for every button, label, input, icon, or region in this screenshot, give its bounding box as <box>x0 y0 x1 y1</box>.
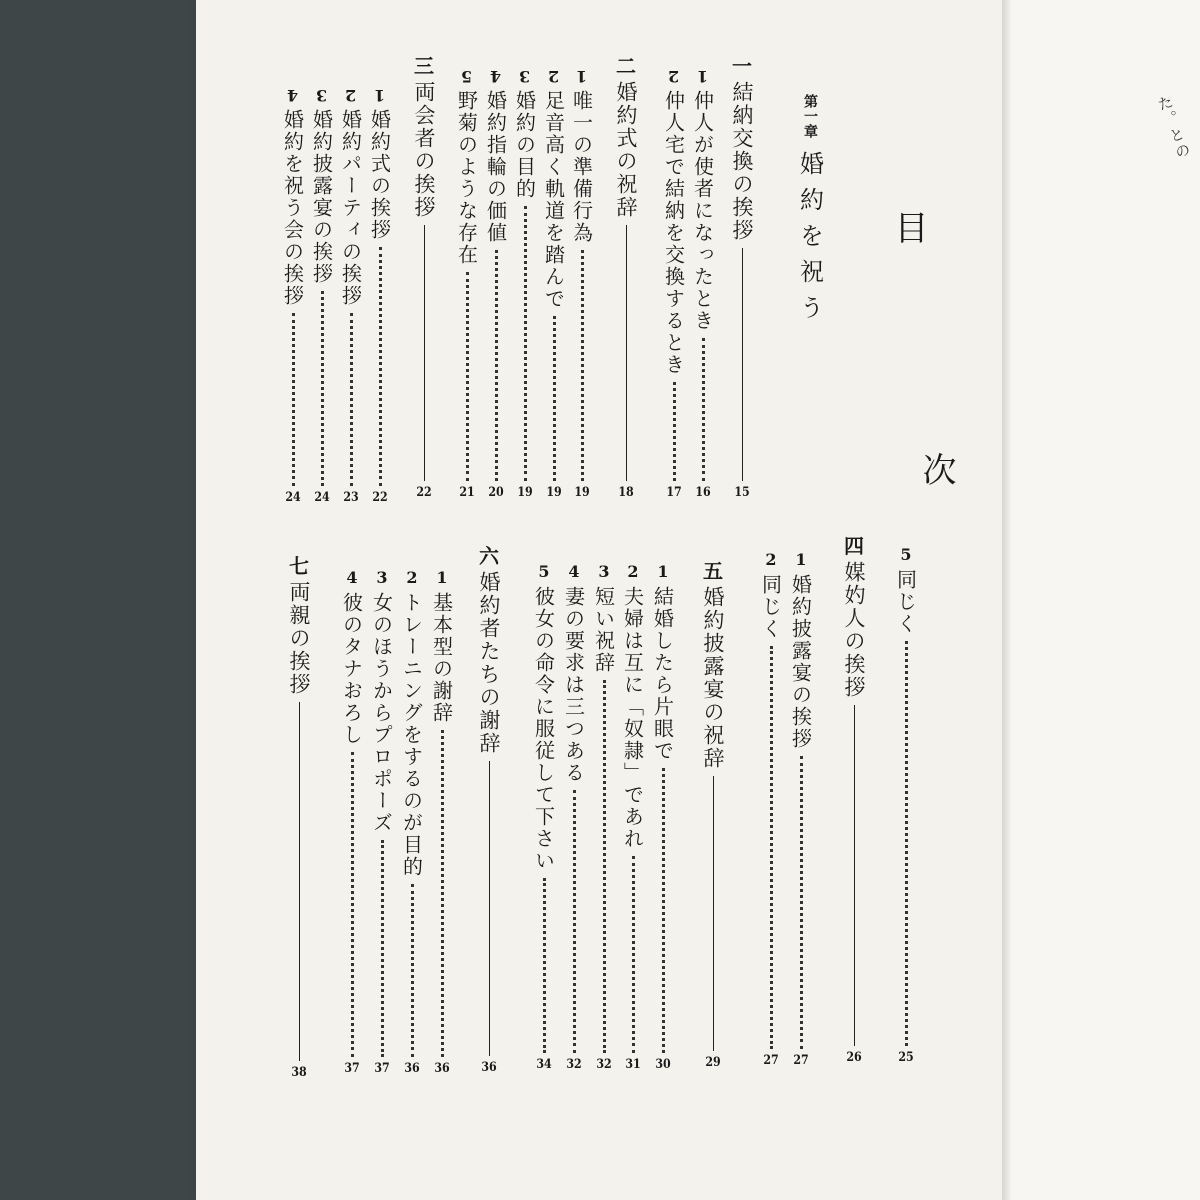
entry-number: 三 <box>414 54 434 78</box>
entry-number: 七 <box>289 554 309 578</box>
entry-title: 女のほうからプロポーズ <box>369 592 394 834</box>
page-number: 17 <box>666 485 682 500</box>
leader-line <box>905 641 908 1046</box>
toc-section <box>697 560 729 1070</box>
toc-entry <box>647 562 679 1072</box>
entry-number: 二 <box>616 54 636 78</box>
toc-entry <box>306 85 338 505</box>
toc-entry <box>335 85 367 505</box>
entry-number: 4 <box>287 86 299 105</box>
entry-number: 2 <box>345 86 357 105</box>
page-number: 31 <box>625 1057 641 1072</box>
page-number: 24 <box>314 490 330 505</box>
leader-line <box>742 248 743 481</box>
toc-entry <box>426 568 458 1076</box>
leader-line <box>702 338 705 481</box>
toc-entry <box>617 562 649 1072</box>
page-number: 23 <box>343 490 359 505</box>
toc-entry <box>336 568 368 1076</box>
toc-heading-ji: 次 <box>916 452 956 490</box>
toc-entry <box>396 568 428 1076</box>
toc-entry <box>658 66 690 500</box>
leader-line <box>441 730 444 1057</box>
page-number: 37 <box>374 1061 390 1076</box>
page-number: 16 <box>695 485 711 500</box>
toc-entry <box>277 85 309 505</box>
leader-line <box>379 247 382 486</box>
leader-line <box>770 646 773 1049</box>
book-gutter <box>1002 0 1012 1200</box>
page-number: 32 <box>596 1057 612 1072</box>
entry-title: 結納交換の挨拶 <box>730 81 754 242</box>
page-number: 25 <box>898 1050 914 1065</box>
page-number: 36 <box>481 1060 497 1075</box>
entry-title: 婚約指輪の価値 <box>483 90 508 244</box>
page-number: 20 <box>488 485 504 500</box>
entry-number: 1 <box>657 562 669 581</box>
leader-line <box>292 313 295 486</box>
entry-number: 3 <box>316 86 328 105</box>
entry-title: 婚約披露宴の挨拶 <box>309 109 334 285</box>
toc-section <box>408 55 440 500</box>
entry-number: 5 <box>900 545 912 564</box>
entry-title: 両親の挨拶 <box>287 581 311 696</box>
leader-line <box>573 790 576 1053</box>
toc-entry <box>588 562 620 1072</box>
toc-entry <box>364 85 396 505</box>
entry-title: 媒妁人の挨拶 <box>842 561 866 699</box>
entry-number: 2 <box>668 67 680 86</box>
entry-title: 婚約披露宴の挨拶 <box>788 574 813 750</box>
leader-line <box>495 250 498 481</box>
entry-title: 短い祝辞 <box>591 586 616 674</box>
toc-heading-moku: 目 <box>888 210 928 248</box>
entry-title: 彼女の命令に服従して下さい <box>531 586 556 872</box>
entry-title: 仲人が使者になったとき <box>690 90 715 332</box>
entry-title: 妻の要求は三つある <box>561 586 586 784</box>
entry-number: 1 <box>795 550 807 569</box>
entry-title: 仲人宅で結納を交換するとき <box>661 90 686 376</box>
entry-title: 両会者の挨拶 <box>412 81 436 219</box>
leader-line <box>632 856 635 1053</box>
leader-line <box>321 291 324 486</box>
facing-page-text: た。との <box>1153 92 1194 163</box>
facing-page <box>1002 0 1200 1200</box>
entry-title: 婚約者たちの謝辞 <box>477 571 501 755</box>
page-number: 19 <box>517 485 533 500</box>
entry-number: 六 <box>479 544 499 568</box>
toc-entry <box>890 545 922 1065</box>
entry-title: 野菊のような存在 <box>454 90 479 266</box>
toc-section <box>838 535 870 1065</box>
entry-number: 1 <box>374 86 386 105</box>
entry-number: 1 <box>697 67 709 86</box>
leader-line <box>713 776 714 1051</box>
page-number: 19 <box>574 485 590 500</box>
leader-line <box>800 756 803 1049</box>
entry-number: 4 <box>568 562 580 581</box>
leader-line <box>381 840 384 1057</box>
leader-line <box>489 761 490 1056</box>
leader-line <box>466 272 469 481</box>
page-number: 29 <box>705 1055 721 1070</box>
entry-number: 1 <box>436 568 448 587</box>
page-number: 24 <box>285 490 301 505</box>
entry-number: 2 <box>765 550 777 569</box>
leader-line <box>662 768 665 1053</box>
leader-line <box>626 225 627 481</box>
toc-section <box>726 55 758 500</box>
chapter-title: 婚約を祝う <box>795 151 824 331</box>
page-number: 34 <box>536 1057 552 1072</box>
entry-number: 5 <box>538 562 550 581</box>
entry-title: 唯一の準備行為 <box>569 90 594 244</box>
entry-title: 基本型の謝辞 <box>429 592 454 724</box>
page-number: 30 <box>655 1057 671 1072</box>
entry-number: 四 <box>844 534 864 558</box>
page-number: 27 <box>793 1053 809 1068</box>
leader-line <box>581 250 584 481</box>
entry-title: 婚約式の祝辞 <box>614 81 638 219</box>
entry-title: 足音高く軌道を踏んで <box>541 90 566 310</box>
toc-entry <box>538 66 570 500</box>
page-number: 22 <box>416 485 432 500</box>
leader-line <box>603 680 606 1053</box>
page-number: 27 <box>763 1053 779 1068</box>
leader-line <box>524 206 527 481</box>
entry-number: 1 <box>576 67 588 86</box>
entry-title: 婚約披露宴の祝辞 <box>701 586 725 770</box>
page-number: 38 <box>291 1065 307 1080</box>
leader-line <box>673 382 676 481</box>
entry-number: 2 <box>627 562 639 581</box>
entry-number: 3 <box>598 562 610 581</box>
toc-entry <box>785 550 817 1068</box>
leader-line <box>543 878 546 1053</box>
page-number: 15 <box>734 485 750 500</box>
entry-number: 5 <box>461 67 473 86</box>
leader-line <box>553 316 556 481</box>
toc-entry <box>509 66 541 500</box>
page-number: 18 <box>618 485 634 500</box>
page-number: 37 <box>344 1061 360 1076</box>
entry-number: 一 <box>732 54 752 78</box>
entry-number: 2 <box>548 67 560 86</box>
page-number: 21 <box>459 485 475 500</box>
toc-entry <box>566 66 598 500</box>
toc-entry <box>558 562 590 1072</box>
entry-title: 同じく <box>893 569 918 635</box>
page-number: 22 <box>372 490 388 505</box>
entry-number: 4 <box>490 67 502 86</box>
toc-section <box>610 55 642 500</box>
entry-number: 五 <box>703 559 723 583</box>
entry-number: 3 <box>376 568 388 587</box>
entry-title: 婚約式の挨拶 <box>367 109 392 241</box>
page-number: 19 <box>546 485 562 500</box>
leader-line <box>854 705 855 1046</box>
page-number: 32 <box>566 1057 582 1072</box>
toc-section <box>473 545 505 1075</box>
entry-number: 3 <box>519 67 531 86</box>
entry-title: トレーニングをするのが目的 <box>399 592 424 878</box>
entry-number: 2 <box>406 568 418 587</box>
entry-title: 同じく <box>758 574 783 640</box>
toc-entry <box>687 66 719 500</box>
page-number: 36 <box>434 1061 450 1076</box>
toc-entry <box>480 66 512 500</box>
toc-section <box>283 555 315 1080</box>
toc-chapter <box>794 90 826 410</box>
toc-entry <box>755 550 787 1068</box>
leader-line <box>411 884 414 1057</box>
leader-line <box>424 225 425 481</box>
leader-line <box>351 752 354 1057</box>
toc-entry <box>366 568 398 1076</box>
entry-title: 婚約を祝う会の挨拶 <box>280 109 305 307</box>
entry-title: 結婚したら片眼で <box>650 586 675 762</box>
entry-title: 彼のタナおろし <box>339 592 364 746</box>
entry-title: 婚約の目的 <box>512 90 537 200</box>
entry-title: 婚約パーティの挨拶 <box>338 109 363 307</box>
toc-entry <box>528 562 560 1072</box>
chapter-label: 第一章 <box>802 94 818 139</box>
page-number: 26 <box>846 1050 862 1065</box>
leader-line <box>299 702 300 1061</box>
toc-entry <box>451 66 483 500</box>
page-number: 36 <box>404 1061 420 1076</box>
entry-number: 4 <box>346 568 358 587</box>
entry-title: 夫婦は互に「奴隷」であれ <box>620 586 645 850</box>
leader-line <box>350 313 353 486</box>
